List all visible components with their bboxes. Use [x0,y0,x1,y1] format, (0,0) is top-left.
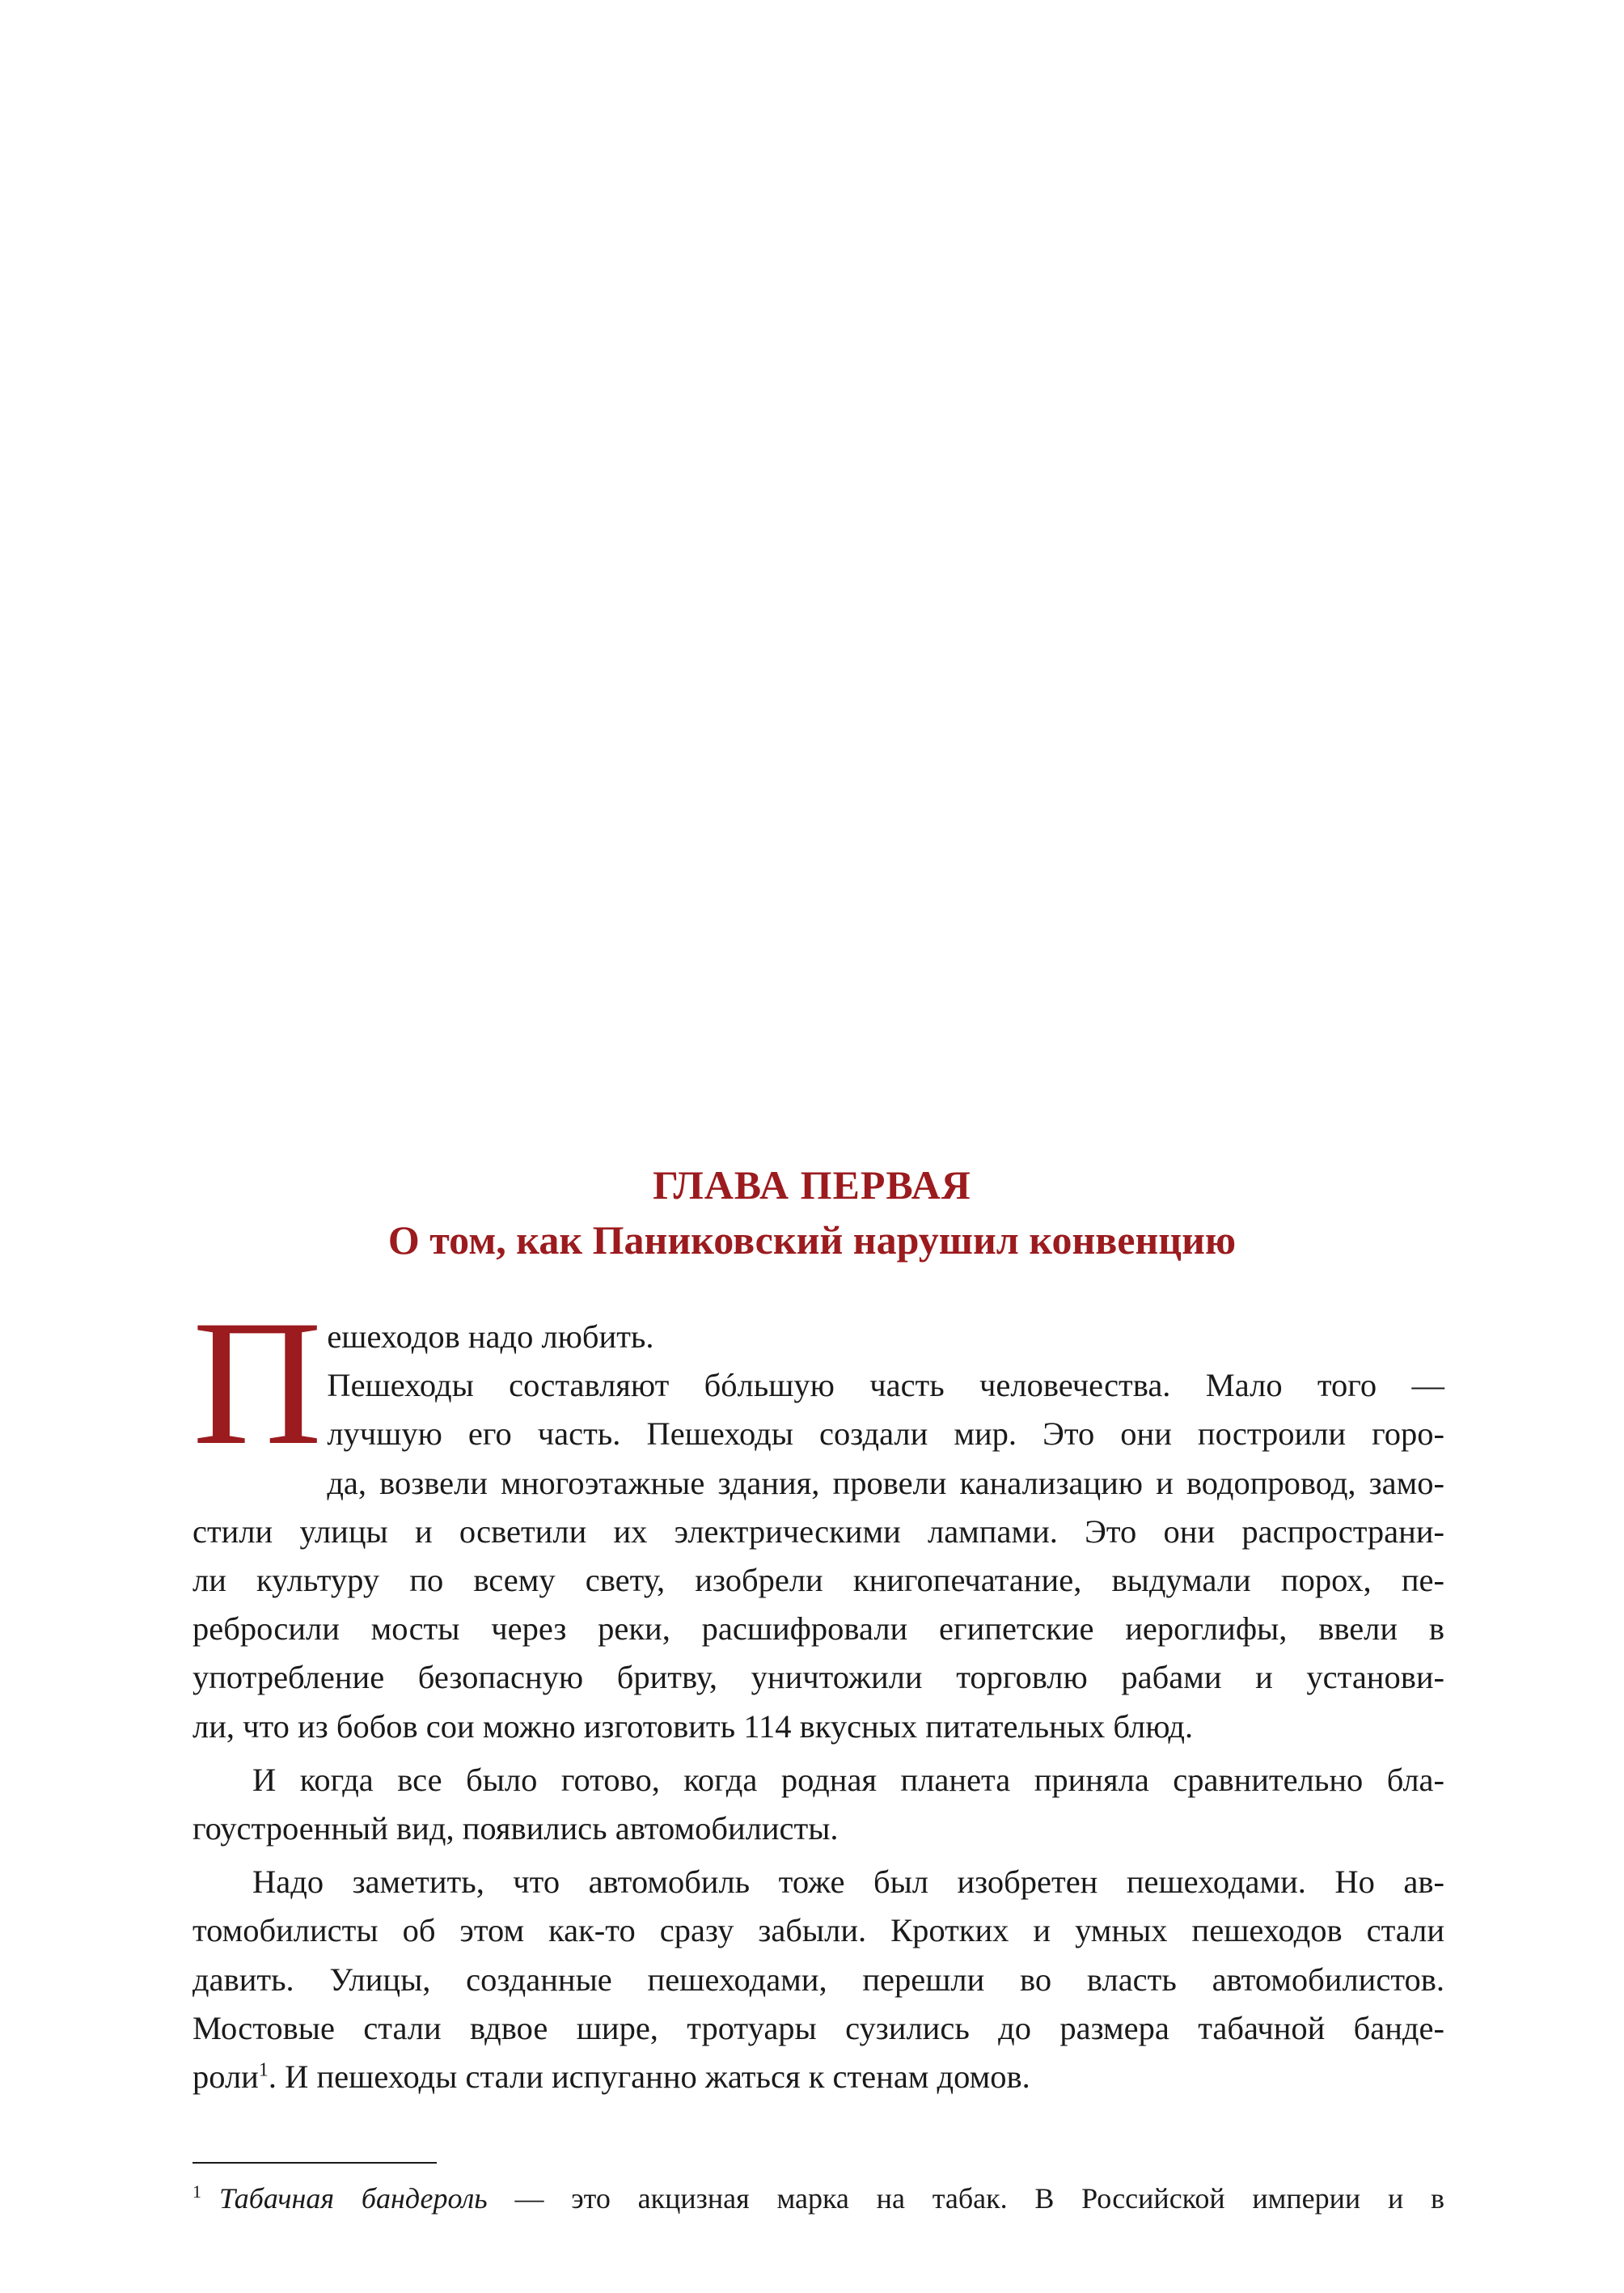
text-line: ли, что из бобов сои можно изготовить 114 вкусных питательных блюд. [192,1707,1194,1745]
paragraph-4 [192,1858,1444,2101]
chapter-title: О том, как Паниковский нарушил конвенцию [387,1217,1237,1263]
text-line: давить. Улицы, созданные пешеходами, перешли во власть автомобилистов. [192,1961,1444,1998]
footnote [192,2178,1444,2219]
text-line: употребление безопасную бритву, уничтожили торговлю рабами и установи- [192,1659,1444,1696]
text-line: гоустроенный вид, появились автомобилисты. [192,1810,839,1847]
text-line: ешеходов надо любить. [327,1318,654,1355]
chapter-body [192,1284,1444,2101]
chapter-number: ГЛАВА ПЕРВАЯ [653,1162,971,1208]
text-line: Мостовые стали вдвое шире, тротуары сузились до размера табачной банде- [192,2009,1444,2046]
footnote-term: Табачная бандероль [219,2182,488,2215]
footnote-mark: 1 [192,2181,201,2202]
footnote-divider [192,2162,437,2164]
paragraph-3 [192,1756,1444,1853]
text-line: Надо заметить, что автомобиль тоже был изобретен пешеходами. Но ав- [252,1864,1444,1901]
text-line: Пешеходы составляют бóльшую часть человечества. Мало того — [327,1367,1444,1404]
text-line: ли культуру по всему свету, изобрели книгопечатание, выдумали порох, пе- [192,1562,1444,1599]
text-fragment: . И пешеходы стали испуганно жаться к стенам домов. [268,2058,1030,2096]
text-line: да, возвели многоэтажные здания, провели канализацию и водопровод, замо- [327,1464,1444,1501]
text-line: стили улицы и осветили их электрическими лампами. Это они распространи- [192,1512,1444,1550]
drop-cap: П [192,1284,323,1483]
text-line: томобилисты об этом как-то сразу забыли. Кротких и умных пешеходов стали [192,1912,1444,1949]
paragraph-2 [192,1361,1444,1751]
text-line: И когда все было готово, когда родная планета приняла сравнительно бла- [252,1761,1444,1798]
text-fragment: роли [192,2058,259,2096]
footnote-reference[interactable]: 1 [258,2059,269,2081]
text-line: лучшую его часть. Пешеходы создали мир. Это они построили горо- [327,1415,1444,1453]
text-line: ребросили мосты через реки, расшифровали египетские иероглифы, ввели в [192,1610,1444,1648]
text-line [192,2053,1444,2101]
footnote-text: — это акцизная марка на табак. В Российской империи и в [487,2182,1444,2215]
